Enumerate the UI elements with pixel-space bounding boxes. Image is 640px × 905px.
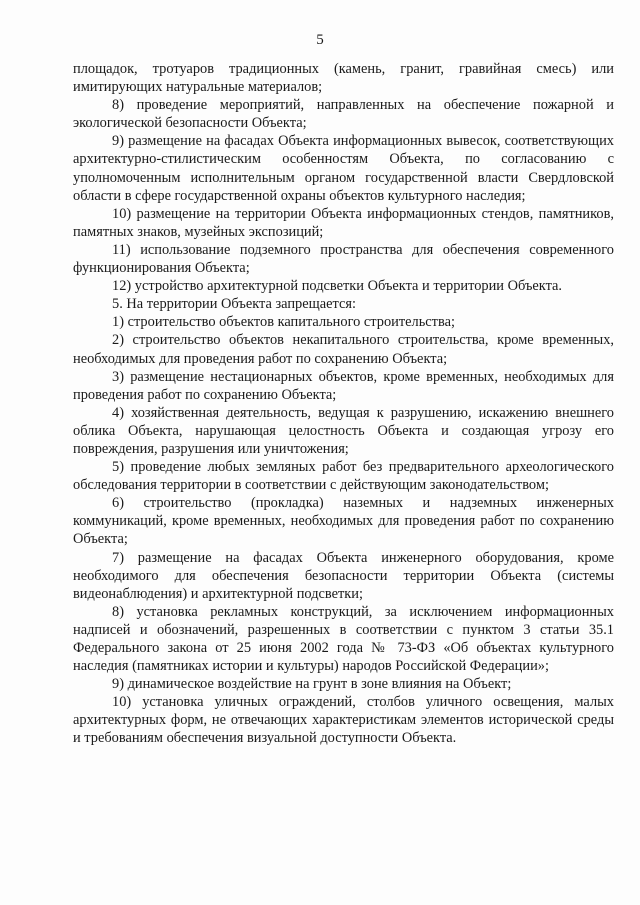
paragraph-item: 3) размещение нестационарных объектов, кроме временных, необходимых для проведения работ по сохранению Объекта; — [73, 368, 614, 403]
paragraph-item: 12) устройство архитектурной подсветки Объекта и территории Объекта. — [112, 278, 563, 295]
paragraph-item: 9) размещение на фасадах Объекта информационных вывесок, соответствующих архитектурно-стилистическим особенностям Объекта, по согласованию с уполномоченным исполнительным органом государственной власти Свердловской области в сфере государственной охраны объектов культурного наследия; — [73, 133, 614, 204]
paragraph-item: 9) динамическое воздействие на грунт в зоне влияния на Объект; — [112, 676, 512, 693]
paragraph-item: 10) установка уличных ограждений, столбов уличного освещения, малых архитектурных форм, не отвечающих характеристикам элементов исторической среды и требованиям обеспечения визуальной доступности Объекта. — [73, 694, 614, 747]
paragraph-item: 8) проведение мероприятий, направленных на обеспечение пожарной и экологической безопасности Объекта; — [73, 97, 614, 132]
paragraph-item: 2) строительство объектов некапитального строительства, кроме временных, необходимых для проведения работ по сохранению Объекта; — [73, 332, 614, 367]
document-body — [73, 60, 614, 748]
paragraph-item: 7) размещение на фасадах Объекта инженерного оборудования, кроме необходимого для обеспечения безопасности территории Объекта (системы видеонаблюдения) и архитектурной подсветки; — [73, 549, 614, 602]
paragraph-item: 5) проведение любых земляных работ без предварительного археологического обследования территории в соответствии с действующим законодательством; — [73, 459, 614, 494]
section-heading: 5. На территории Объекта запрещается: — [112, 296, 356, 313]
page-number: 5 — [316, 32, 324, 48]
paragraph-item: 8) установка рекламных конструкций, за исключением информационных надписей и обозначений, разрешенных в соответствии с пунктом 3 статьи 35.1 Федерального закона от 25 июня 2002 года № 73-ФЗ «Об объектах культурного наследия (памятниках истории и культуры) народов Российской Федерации»; — [73, 603, 614, 675]
paragraph-item: 11) использование подземного пространства для обеспечения современного функционирования Объекта; — [73, 241, 614, 277]
paragraph-item: 6) строительство (прокладка) наземных и надземных инженерных коммуникаций, кроме временных, необходимых для проведения работ по сохранению Объекта; — [73, 495, 614, 548]
paragraph-item: 10) размещение на территории Объекта информационных стендов, памятников, памятных знаков, музейных экспозиций; — [73, 205, 614, 240]
paragraph-item: 1) строительство объектов капитального строительства; — [112, 314, 455, 331]
paragraph-item: 4) хозяйственная деятельность, ведущая к разрушению, искажению внешнего облика Объекта, нарушающая целостность Объекта и создающая угрозу его повреждения, разрушения или уничтожения; — [73, 404, 614, 457]
paragraph-continuation: площадок, тротуаров традиционных (камень, гранит, гравийная смесь) или имитирующих натуральные материалов; — [73, 61, 614, 96]
